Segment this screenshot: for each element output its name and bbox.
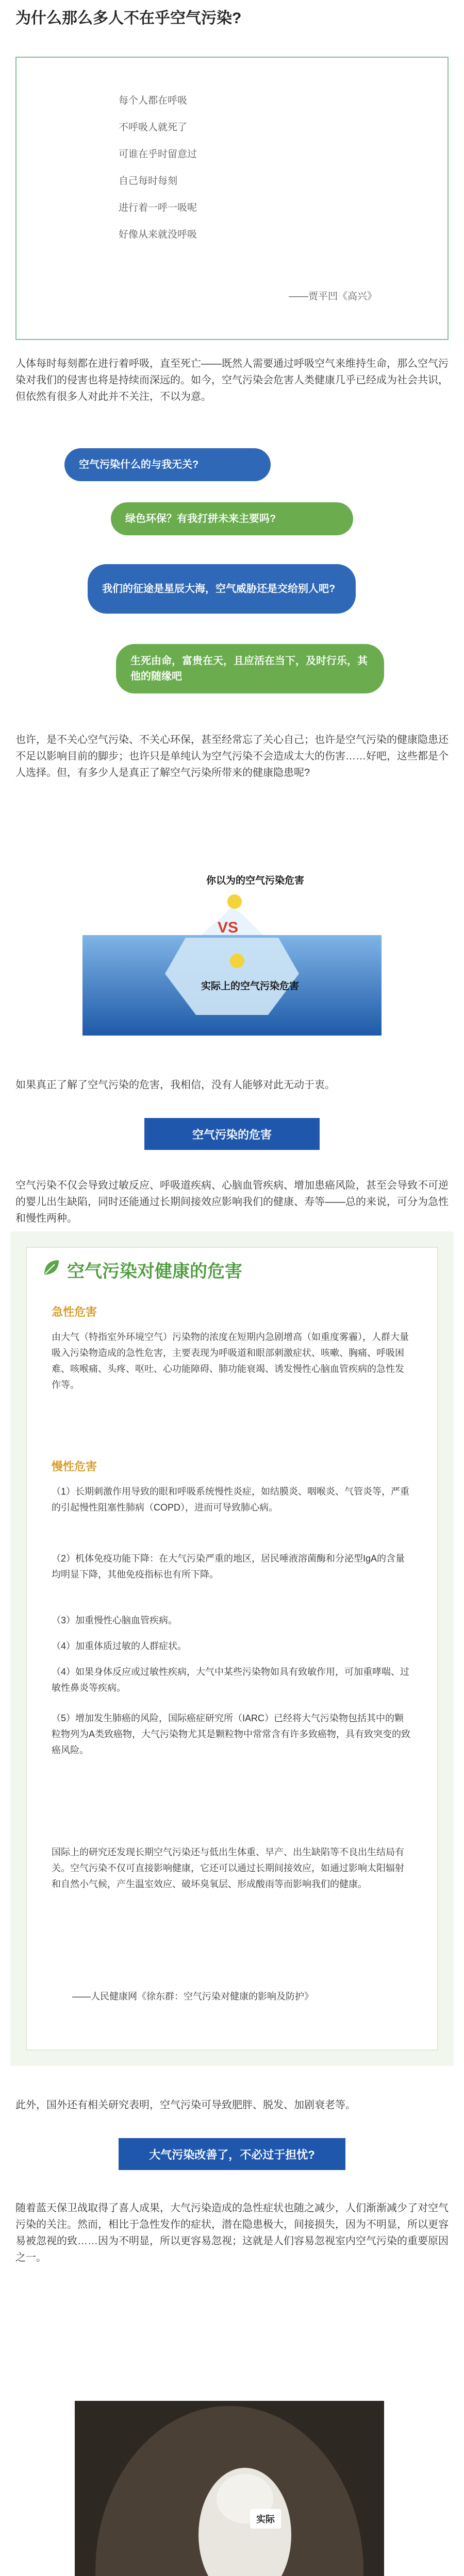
question-pill-1: 空气污染什么的与我无关?	[64, 448, 271, 481]
harm-paragraph: 空气污染不仅会导致过敏反应、呼吸道疾病、心脑血管疾病、增加患癌风险，甚至会导致不可逆的婴儿出生缺陷，同时还能通过长期间接效应影响我们的健康、寿等——总的来说，可分为急性和慢性两种。	[15, 1180, 449, 1224]
improve-paragraph: 随着蓝天保卫战取得了喜人成果，大气污染造成的急性症状也随之减少，人们渐渐减少了对空气污染的关注。然而，相比于急性发作的症状，潜在隐患极大，间接损失，因为不明显，所以更容易被忽视的致……因为不明显，所以更容易忽视；这就是人们容易忽视室内空气污染的重要原因之一。	[15, 2202, 449, 2263]
iceberg-illustration	[82, 845, 382, 1036]
iceberg-bottom-label: 实际上的空气污染危害	[201, 981, 300, 992]
question-pill-3: 我们的征途是星辰大海，空气威胁还是交给别人吧?	[88, 564, 356, 614]
health-source: ——人民健康网《徐东群：空气污染对健康的影响及防护》	[72, 1991, 313, 2002]
polar-bear-illustration	[75, 2401, 384, 2576]
caption-2: 此外，国外还有相关研究表明，空气污染可导致肥胖、脱发、加剧衰老等。	[15, 2099, 356, 2111]
leaf-icon	[41, 1257, 62, 1278]
poem-line: 不呼吸人就死了	[119, 122, 188, 133]
concern-paragraph: 也许，是不关心空气污染、不关心环保，甚至经常忘了关心自己；也许是空气污染的健康隐患还不足以影响目前的脚步；也许只是单纯认为空气污染不会造成太大的伤害……好吧，这些都是个人选择。但，有多少人是真正了解空气污染所带来的健康隐患呢?	[15, 734, 449, 778]
page-title: 为什么那么多人不在乎空气污染?	[15, 10, 242, 27]
warning-icon	[227, 894, 242, 909]
section-band-improve: 大气污染改善了，不必过于担忧?	[119, 2138, 345, 2170]
poem-line: 每个人都在呼吸	[119, 95, 188, 106]
question-pill-4: 生死由命，富贵在天，且应活在当下，及时行乐，其他的随缘吧	[116, 644, 384, 693]
study-text: 国际上的研究还发现长期空气污染还与低出生体重、早产、出生缺陷等不良出生结局有关。空气污染不仅可直接影响健康，它还可以通过长期间接效应，如通过影响太阳辐射和自然小气候，产生温室效应、破坏臭氧层、形成酸雨等而影响我们的健康。	[52, 1847, 404, 1889]
chronic-item: （3）加重慢性心脑血管疾病。	[52, 1615, 178, 1625]
vs-label: VS	[218, 919, 239, 936]
warning-icon	[230, 954, 244, 968]
chronic-item: （4）如果身体反应或过敏性疾病，大气中某些污染物如具有致敏作用，可加重哮喘、过敏性鼻炎等疾病。	[52, 1667, 410, 1693]
acute-text: 由大气（特指室外环境空气）污染物的浓度在短期内急剧增高（如重度雾霾），人群大量吸入污染物造成的急性危害，主要表现为呼吸道和眼部刺激症状、咳嗽、胸痛、呼吸困难、咳喉痛、头疼、呕吐、心功能障碍、肺功能衰竭、诱发慢性心脑血管疾病的急性发作等。	[52, 1332, 409, 1390]
poem-box	[15, 57, 449, 340]
poem-line: 可谁在乎时留意过	[119, 149, 197, 160]
chronic-item: （2）机体免疫功能下降：在大气污染严重的地区，居民唾液溶菌酶和分泌型IgA的含量均明显下降，其他免疫指标也有所下降。	[52, 1553, 405, 1580]
chronic-item: （1）长期刺激作用导致的眼和呼吸系统慢性炎症，如结膜炎、咽喉炎、气管炎等，严重的引起慢性阻塞性肺病（COPD），进而可导致肺心病。	[52, 1486, 410, 1513]
poem-line: 好像从来就没呼吸	[119, 229, 197, 240]
poem-lines	[119, 88, 197, 248]
polar-bear-photo	[75, 2401, 384, 2576]
acute-title: 急性危害	[52, 1306, 97, 1318]
chronic-item: （5）增加发生肺癌的风险，国际癌症研究所（IARC）已经将大气污染物包括其中的颗粒物列为A类致癌物，大气污染物尤其是颗粒物中常常含有许多致癌物，具有致突变的致癌风险。	[52, 1713, 411, 1755]
poem-line: 进行着一呼一吸呢	[119, 202, 197, 213]
section-band-harm: 空气污染的危害	[144, 1118, 320, 1150]
intro-paragraph: 人体每时每刻都在进行着呼吸，直至死亡——既然人需要通过呼吸空气来维持生命，那么空气污染对我们的侵害也将是持续而深远的。如今，空气污染会危害人类健康几乎已经成为社会共识，但依然有很多人对此并不关注，不以为意。	[15, 358, 449, 402]
question-pill-2: 绿色环保？有我打拼未来主要吗?	[111, 502, 353, 535]
poem-author: ——贾平凹《高兴》	[289, 291, 377, 302]
real-label: 实际	[250, 2509, 281, 2529]
poem-line: 自己每时每刻	[119, 176, 178, 187]
chronic-item: （4）加重体质过敏的人群症状。	[52, 1641, 187, 1651]
caption-1: 如果真正了解了空气污染的危害，我相信，没有人能够对此无动于衷。	[15, 1079, 335, 1091]
iceberg-top-label: 你以为的空气污染危害	[206, 875, 305, 886]
health-title: 空气污染对健康的危害	[67, 1262, 242, 1281]
chronic-title: 慢性危害	[52, 1460, 97, 1473]
